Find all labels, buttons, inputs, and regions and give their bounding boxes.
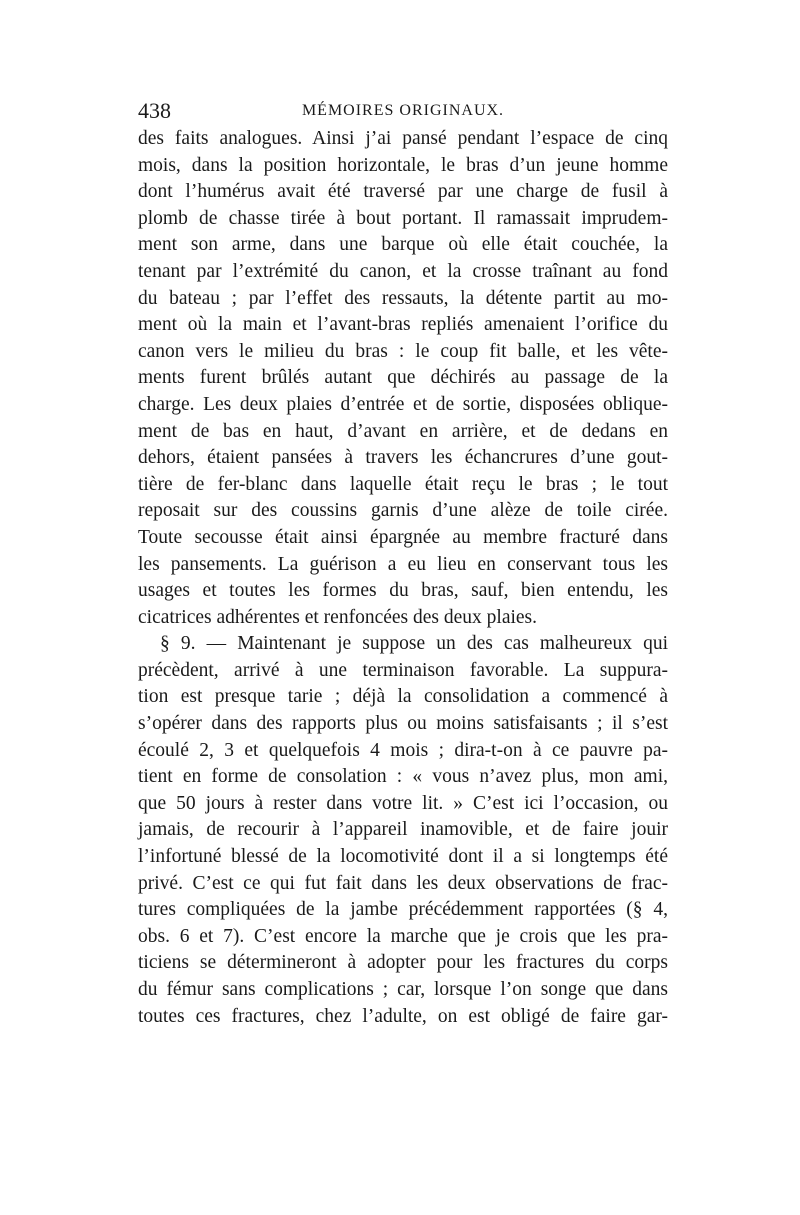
running-head: MÉMOIRES ORIGINAUX. xyxy=(301,102,505,119)
text-line: les pansements. La guérison a eu lieu en conservant tous les xyxy=(138,553,668,575)
text-line: tient en forme de consolation : « vous n’avez plus, mon ami, xyxy=(138,766,668,788)
text-line: charge. Les deux plaies d’entrée et de sortie, disposées oblique- xyxy=(138,393,668,415)
text-line: Toute secousse était ainsi épargnée au membre fracturé dans xyxy=(138,526,668,548)
text-line: que 50 jours à rester dans votre lit. » C’est ici l’occasion, ou xyxy=(138,792,668,814)
text-line: ment où la main et l’avant-bras repliés amenaient l’orifice du xyxy=(138,314,668,336)
text-line: ment son arme, dans une barque où elle était couchée, la xyxy=(138,234,668,256)
text-line: du fémur sans complications ; car, lorsque l’on songe que dans xyxy=(138,979,668,1000)
text-line: cicatrices adhérentes et renfoncées des deux plaies. xyxy=(138,606,538,628)
text-line: du bateau ; par l’effet des ressauts, la détente partit au mo- xyxy=(138,287,668,309)
text-line: ticiens se détermineront à adopter pour les fractures du corps xyxy=(138,952,668,974)
text-line: tures compliquées de la jambe précédemment rapportées (§ 4, xyxy=(138,899,668,921)
text-line: obs. 6 et 7). C’est encore la marche que je crois que les pra- xyxy=(138,925,668,947)
page-number: 438 xyxy=(138,98,171,123)
text-line: dont l’humérus avait été traversé par une charge de fusil à xyxy=(138,181,668,203)
text-line: tière de fer-blanc dans laquelle était reçu le bras ; le tout xyxy=(138,473,668,495)
text-line: plomb de chasse tirée à bout portant. Il ramassait imprudem- xyxy=(138,207,668,229)
body-text xyxy=(138,126,668,1030)
text-line: canon vers le milieu du bras : le coup fit balle, et les vête- xyxy=(138,340,668,362)
text-line: écoulé 2, 3 et quelquefois 4 mois ; dira-t-on à ce pauvre pa- xyxy=(138,739,668,761)
text-line: tion est presque tarie ; déjà la consolidation a commencé à xyxy=(138,686,668,708)
text-line: dehors, étaient pansées à travers les échancrures d’une gout- xyxy=(138,447,668,469)
text-line: toutes ces fractures, chez l’adulte, on est obligé de faire gar- xyxy=(138,1005,668,1027)
text-line: des faits analogues. Ainsi j’ai pansé pendant l’espace de cinq xyxy=(138,128,668,149)
page-header xyxy=(138,96,668,126)
text-line: tenant par l’extrémité du canon, et la crosse traînant au fond xyxy=(138,260,668,282)
text-line: précèdent, arrivé à une terminaison favorable. La suppura- xyxy=(138,659,668,681)
text-line: ments furent brûlés autant que déchirés au passage de la xyxy=(138,367,668,389)
text-line: ment de bas en haut, d’avant en arrière, et de dedans en xyxy=(138,420,668,442)
text-line: jamais, de recourir à l’appareil inamovible, et de faire jouir xyxy=(138,819,668,841)
text-line: s’opérer dans des rapports plus ou moins satisfaisants ; il s’est xyxy=(138,713,668,735)
text-line: mois, dans la position horizontale, le bras d’un jeune homme xyxy=(138,154,668,176)
text-line: usages et toutes les formes du bras, sauf, bien entendu, les xyxy=(138,580,668,602)
text-line: l’infortuné blessé de la locomotivité dont il a si longtemps été xyxy=(138,846,668,868)
section-heading-line: § 9. — Maintenant je suppose un des cas malheureux qui xyxy=(160,633,668,655)
text-line: reposait sur des coussins garnis d’une alèze de toile cirée. xyxy=(138,500,668,522)
text-line: privé. C’est ce qui fut fait dans les deux observations de frac- xyxy=(138,872,668,894)
